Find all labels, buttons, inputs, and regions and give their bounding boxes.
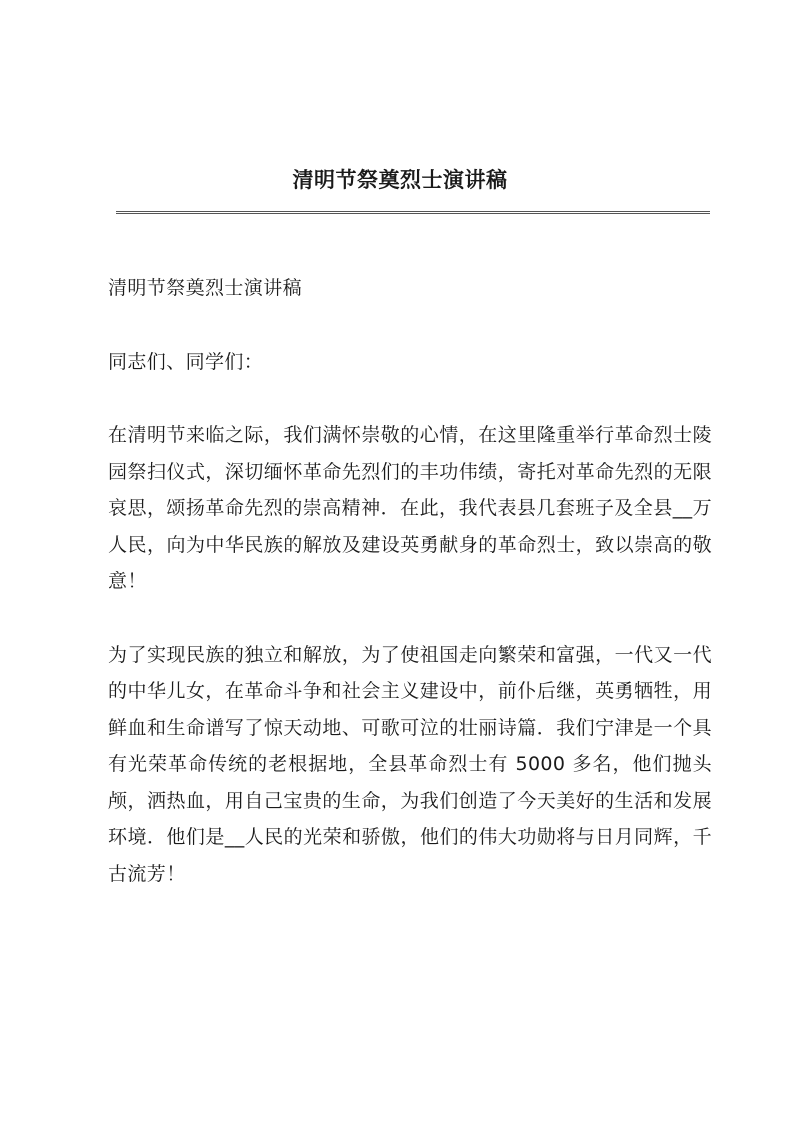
document-body (108, 270, 712, 892)
page-header-title: 清明节祭奠烈士演讲稿 (292, 167, 508, 192)
body-paragraph-2: 为了实现民族的独立和解放，为了使祖国走向繁荣和富强，一代又一代的中华儿女，在革命斗争和社会主义建设中，前仆后继，英勇牺牲，用鲜血和生命谱写了惊天动地、可歌可泣的壮丽诗篇．我们宁津是一个具有光荣革命传统的老根据地，全县革命烈士有 5000 多名，他们抛头颅，洒热血，用自己宝贵的生命，为我们创造了今天美好的生活和发展环境．他们是__人民的光荣和骄傲，他们的伟大功勋将与日月同辉，千古流芳！ (108, 643, 712, 885)
greeting-line: 同志们、同学们： (108, 350, 264, 373)
body-paragraph-1: 在清明节来临之际，我们满怀崇敬的心情，在这里隆重举行革命烈士陵园祭扫仪式，深切缅怀革命先烈们的丰功伟绩，寄托对革命先烈的无限哀思，颂扬革命先烈的崇高精神．在此，我代表县几套班子及全县__万人民，向为中华民族的解放及建设英勇献身的革命烈士，致以崇高的敬意！ (108, 424, 712, 592)
header-divider (116, 211, 710, 214)
document-subtitle: 清明节祭奠烈士演讲稿 (108, 277, 303, 299)
